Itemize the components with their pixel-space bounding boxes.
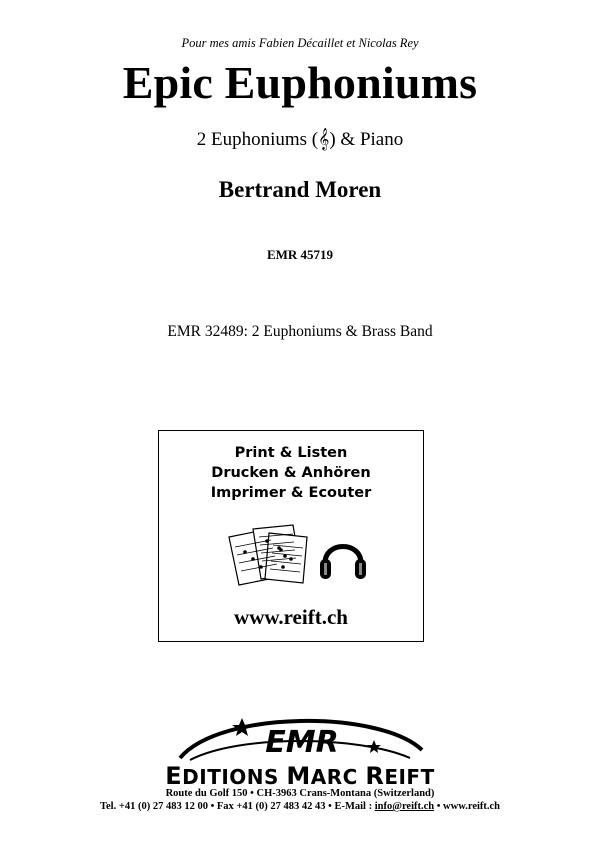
treble-clef-icon: 𝄞 [318, 129, 330, 150]
promo-line-english: Print & Listen [234, 445, 348, 461]
contact-suffix: • www.reift.ch [434, 801, 501, 812]
publisher-name-part: DITIONS [182, 765, 287, 789]
email-link[interactable]: info@reift.ch [374, 801, 435, 812]
publisher-name [0, 762, 600, 790]
composer: Bertrand Moren [218, 177, 382, 202]
contact-prefix: Tel. +41 (0) 27 483 12 00 • Fax +41 (0) 27 483 42 43 • E-Mail : [99, 801, 375, 812]
publisher-name-part: R [365, 762, 385, 790]
instrumentation-suffix: ) & Piano [329, 129, 404, 150]
publisher-contact [0, 801, 600, 812]
promo-url[interactable]: www.reift.ch [234, 605, 348, 629]
print-listen-box [158, 430, 424, 642]
instrumentation [0, 129, 600, 151]
publisher-name-part: E [165, 762, 183, 790]
page-title: Epic Euphoniums [122, 57, 478, 108]
dedication: Pour mes amis Fabien Décaillet et Nicolas Rey [181, 36, 419, 50]
headphones-icon [320, 547, 366, 580]
promo-icons [221, 523, 371, 592]
publisher-name-part: ARC [310, 765, 366, 789]
publisher-address: Route du Golf 150 • CH-3963 Crans-Montana (Switzerland) [165, 788, 435, 799]
emr-logo-mark [160, 714, 440, 764]
promo-line-french: Imprimer & Ecouter [210, 485, 372, 501]
catalog-number: EMR 45719 [266, 247, 334, 262]
sheet-music-icon [221, 523, 371, 587]
publisher-name-part: M [286, 762, 311, 790]
instrumentation-prefix: 2 Euphoniums ( [196, 129, 319, 150]
publisher-name-part: EIFT [384, 765, 435, 789]
alternate-version: EMR 32489: 2 Euphoniums & Brass Band [167, 323, 433, 340]
logo-mark-text: EMR [265, 725, 339, 760]
promo-line-german: Drucken & Anhören [211, 465, 371, 481]
promo-lines [159, 443, 423, 503]
